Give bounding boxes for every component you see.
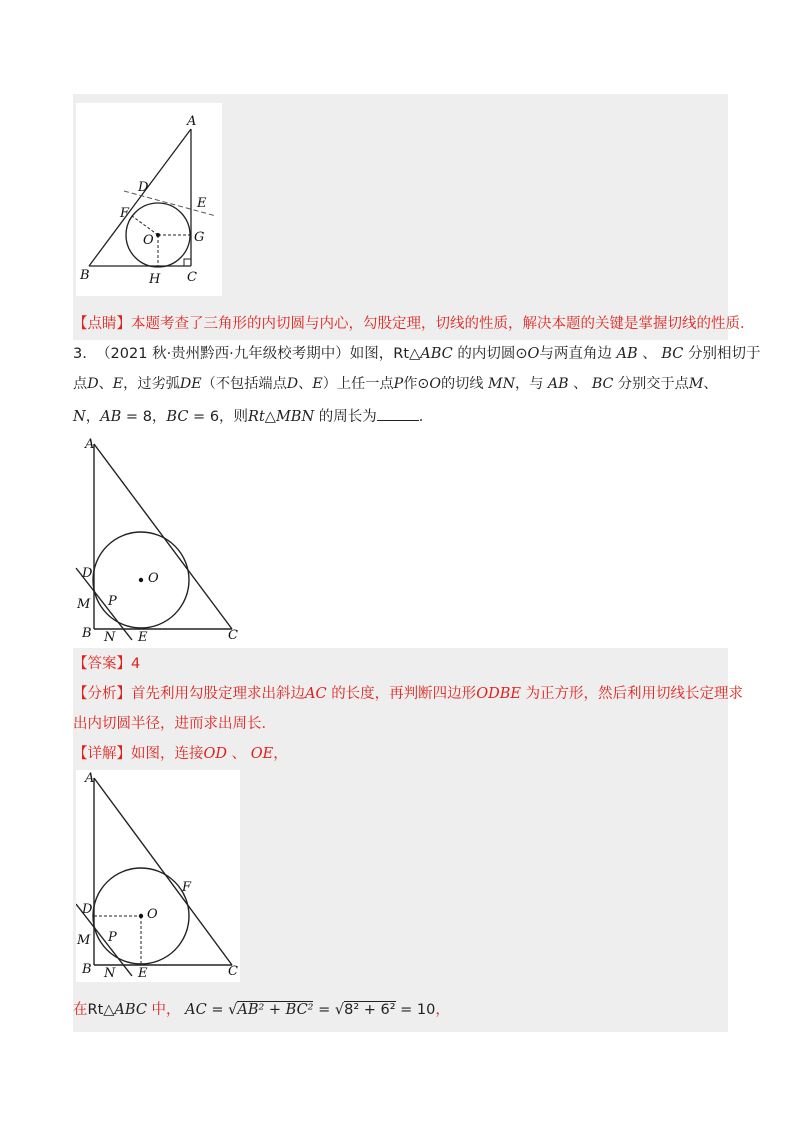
text-bc: BC [661,346,684,362]
label-o: O [147,907,158,922]
text-o: O [429,376,441,392]
text-rt: Rt [87,1002,104,1018]
text-seg: 的内切圆 [457,346,516,362]
radicand-1: AB² + BC² [237,1002,314,1018]
text-seg: 、 [573,376,588,392]
text-seg: ， [85,409,101,425]
text-de: DE [179,376,202,392]
text-equals: = [313,1002,335,1018]
label-a: A [187,114,197,129]
label-o: O [148,571,159,586]
text-d: D [286,376,299,392]
text-seg: 、 [231,746,247,762]
dianjing-line [73,314,755,334]
detail-tag: 【详解】 [73,746,131,762]
figure-3-diagram [76,770,240,982]
label-o: O [143,233,154,248]
label-p: P [108,930,117,945]
text-triangle: △ [409,346,421,362]
text-e: E [312,376,323,392]
label-d: D [82,902,93,917]
analysis-tag: 【分析】 [73,686,131,702]
text-seg: 、 [98,376,113,392]
label-f: F [182,880,192,895]
text-equals: = [206,1002,229,1018]
label-n: N [104,630,116,645]
label-c: C [187,270,197,285]
right-angle-mark [184,259,191,266]
problem-source: （2021 秋·贵州黔西·九年级校考期中）如图， [96,346,394,362]
label-m: M [77,597,91,612]
text-bc-value: = 6 [188,409,220,425]
center-o [139,914,143,918]
center-o [139,578,143,582]
text-d: D [87,376,99,392]
text-seg: ， [273,746,288,762]
text-rt: Rt [248,409,265,425]
text-seg: 点 [73,376,88,392]
label-d: D [82,566,93,581]
answer-line [73,654,140,674]
text-seg: 分别交于点 [617,376,689,392]
text-seg: 的长度，再判断四边形 [331,686,477,702]
analysis-line-2 [73,714,276,734]
text-seg: 首先利用勾股定理求出斜边 [131,686,305,702]
label-e: E [138,630,148,645]
detail-line [73,744,288,764]
label-a: A [85,771,95,786]
calc-line [73,998,450,1022]
text-seg: ． [418,409,434,425]
text-seg: 作 [403,376,418,392]
text-triangle: △ [264,409,276,425]
text-oe: OE [250,746,274,762]
text-od: OD [203,746,228,762]
text-ac: AC [185,1002,207,1018]
text-seg: 为正方形，然后利用切线长定理求 [525,686,744,702]
sqrt-sign: √ [228,1002,238,1018]
text-odbe: ODBE [476,686,521,702]
label-c: C [228,964,238,979]
text-ab: AB [547,376,569,392]
text-bc: BC [591,376,614,392]
radicand-2: 8² + 6² [344,1002,396,1018]
answer-value: 4 [131,656,141,672]
label-n: N [104,966,116,981]
answer-blank[interactable] [377,406,419,421]
problem-number: 3. [73,346,87,362]
dianjing-tag: 【点睛】 [73,316,131,332]
text-triangle: △ [103,1002,115,1018]
label-b: B [80,268,90,283]
figure-3 [76,770,240,982]
text-seg: ，与 [515,376,544,392]
text-odot: ⊙ [515,346,528,362]
text-mbn: MBN [275,409,315,425]
label-f: F [120,206,130,221]
text-seg: ， [151,409,167,425]
text-ab: AB [100,409,122,425]
label-b: B [82,626,92,641]
text-seg: （不包括端点 [201,376,287,392]
text-seg: ， [435,1002,450,1018]
text-seg: 、 [703,376,718,392]
text-seg: 的切线 [440,376,484,392]
text-o: O [527,346,540,362]
text-seg: ）上任一点 [322,376,394,392]
text-p: P [393,376,404,392]
label-a: A [85,437,95,452]
text-mn: MN [488,376,515,392]
label-p: P [108,594,117,609]
text-rt: Rt [393,346,410,362]
figure-2-diagram [70,432,250,647]
text-seg: 与两直角边 [539,346,612,362]
problem-line-1 [73,344,760,364]
sqrt-sign: √ [334,1002,345,1018]
text-seg: 中， [151,1002,181,1018]
text-ab: AB [616,346,638,362]
text-seg: 分别相切于 [687,346,761,362]
text-seg: 如图，连接 [131,746,204,762]
text-seg: 、 [298,376,313,392]
text-ab-value: = 8 [121,409,152,425]
text-seg: ，则 [219,409,249,425]
text-abc: ABC [114,1002,147,1018]
text-abc: ABC [420,346,453,362]
text-bc: BC [166,409,189,425]
answer-tag: 【答案】 [73,656,131,672]
label-e: E [138,966,148,981]
label-d: D [138,180,149,195]
problem-line-2 [73,374,718,394]
label-m: M [77,933,91,948]
side-ab [89,129,191,266]
text-odot: ⊙ [417,376,430,392]
text-seg: 出内切圆半径，进而求出周长． [73,716,276,732]
label-b: B [82,962,92,977]
text-seg: 的周长为 [318,409,377,425]
label-e: E [197,196,207,211]
text-m: M [688,376,704,392]
figure-1-diagram [76,103,222,296]
text-e: E [112,376,124,392]
figure-1 [76,103,222,296]
label-h: H [149,272,161,287]
label-c: C [228,628,238,643]
text-result: = 10 [395,1002,436,1018]
analysis-line-1 [73,684,743,704]
problem-line-3 [73,406,433,427]
dianjing-text: 本题考查了三角形的内切圆与内心，勾股定理，切线的性质，解决本题的关键是掌握切线的性质． [131,316,755,332]
text-ac: AC [305,686,327,702]
text-n: N [73,409,86,425]
text-seg: 、 [642,346,657,362]
center-o [156,233,160,237]
label-g: G [194,230,205,245]
text-seg: 在 [73,1002,88,1018]
text-seg: ，过劣弧 [123,376,180,392]
